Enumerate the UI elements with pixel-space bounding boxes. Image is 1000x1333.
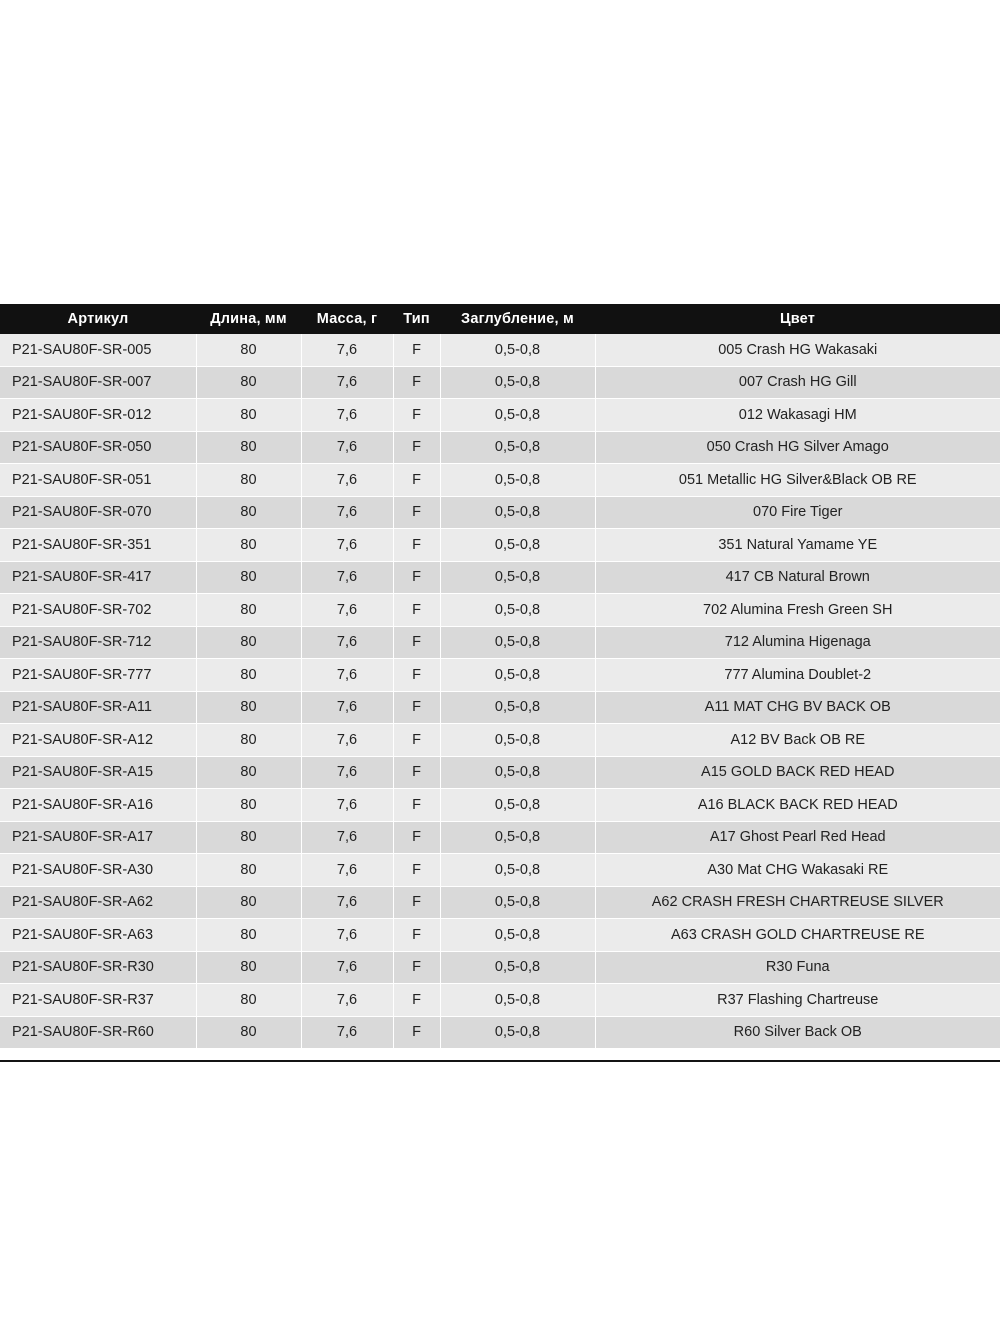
cell-color: 351 Natural Yamame YE bbox=[595, 529, 1000, 562]
cell-mass: 7,6 bbox=[301, 951, 393, 984]
column-header-color: Цвет bbox=[595, 304, 1000, 334]
cell-depth: 0,5-0,8 bbox=[440, 756, 595, 789]
cell-length: 80 bbox=[196, 724, 301, 757]
table-header-row bbox=[0, 304, 1000, 334]
cell-color: 070 Fire Tiger bbox=[595, 496, 1000, 529]
cell-type: F bbox=[393, 1016, 440, 1049]
cell-article: P21-SAU80F-SR-777 bbox=[0, 659, 196, 692]
table-row bbox=[0, 464, 1000, 497]
cell-depth: 0,5-0,8 bbox=[440, 821, 595, 854]
cell-depth: 0,5-0,8 bbox=[440, 789, 595, 822]
table-row bbox=[0, 789, 1000, 822]
table-row bbox=[0, 399, 1000, 432]
cell-type: F bbox=[393, 496, 440, 529]
cell-type: F bbox=[393, 561, 440, 594]
table-body bbox=[0, 334, 1000, 1049]
cell-depth: 0,5-0,8 bbox=[440, 919, 595, 952]
spec-table-container bbox=[0, 304, 1000, 1049]
cell-color: A16 BLACK BACK RED HEAD bbox=[595, 789, 1000, 822]
cell-type: F bbox=[393, 626, 440, 659]
cell-color: 007 Crash HG Gill bbox=[595, 366, 1000, 399]
cell-length: 80 bbox=[196, 399, 301, 432]
cell-article: P21-SAU80F-SR-012 bbox=[0, 399, 196, 432]
cell-article: P21-SAU80F-SR-A16 bbox=[0, 789, 196, 822]
table-row bbox=[0, 561, 1000, 594]
table-row bbox=[0, 594, 1000, 627]
cell-depth: 0,5-0,8 bbox=[440, 431, 595, 464]
cell-length: 80 bbox=[196, 854, 301, 887]
cell-depth: 0,5-0,8 bbox=[440, 951, 595, 984]
cell-type: F bbox=[393, 431, 440, 464]
cell-length: 80 bbox=[196, 886, 301, 919]
cell-type: F bbox=[393, 756, 440, 789]
cell-color: 051 Metallic HG Silver&Black OB RE bbox=[595, 464, 1000, 497]
table-row bbox=[0, 951, 1000, 984]
cell-color: 012 Wakasagi HM bbox=[595, 399, 1000, 432]
cell-article: P21-SAU80F-SR-A17 bbox=[0, 821, 196, 854]
cell-mass: 7,6 bbox=[301, 984, 393, 1017]
cell-color: A11 MAT CHG BV BACK OB bbox=[595, 691, 1000, 724]
cell-type: F bbox=[393, 951, 440, 984]
cell-mass: 7,6 bbox=[301, 691, 393, 724]
cell-mass: 7,6 bbox=[301, 561, 393, 594]
cell-depth: 0,5-0,8 bbox=[440, 366, 595, 399]
cell-mass: 7,6 bbox=[301, 529, 393, 562]
table-row bbox=[0, 984, 1000, 1017]
cell-color: 702 Alumina Fresh Green SH bbox=[595, 594, 1000, 627]
table-row bbox=[0, 334, 1000, 366]
cell-type: F bbox=[393, 691, 440, 724]
table-row bbox=[0, 659, 1000, 692]
cell-depth: 0,5-0,8 bbox=[440, 334, 595, 366]
cell-mass: 7,6 bbox=[301, 594, 393, 627]
cell-mass: 7,6 bbox=[301, 756, 393, 789]
cell-article: P21-SAU80F-SR-007 bbox=[0, 366, 196, 399]
cell-article: P21-SAU80F-SR-A63 bbox=[0, 919, 196, 952]
cell-length: 80 bbox=[196, 691, 301, 724]
cell-mass: 7,6 bbox=[301, 496, 393, 529]
table-row bbox=[0, 854, 1000, 887]
cell-color: R30 Funa bbox=[595, 951, 1000, 984]
table-row bbox=[0, 756, 1000, 789]
cell-type: F bbox=[393, 659, 440, 692]
table-header bbox=[0, 304, 1000, 334]
table-row bbox=[0, 366, 1000, 399]
cell-article: P21-SAU80F-SR-R37 bbox=[0, 984, 196, 1017]
cell-article: P21-SAU80F-SR-A30 bbox=[0, 854, 196, 887]
table-row bbox=[0, 691, 1000, 724]
cell-type: F bbox=[393, 724, 440, 757]
table-row bbox=[0, 886, 1000, 919]
cell-color: A62 CRASH FRESH CHARTREUSE SILVER bbox=[595, 886, 1000, 919]
cell-mass: 7,6 bbox=[301, 399, 393, 432]
cell-depth: 0,5-0,8 bbox=[440, 529, 595, 562]
cell-mass: 7,6 bbox=[301, 1016, 393, 1049]
cell-depth: 0,5-0,8 bbox=[440, 626, 595, 659]
cell-depth: 0,5-0,8 bbox=[440, 886, 595, 919]
cell-type: F bbox=[393, 854, 440, 887]
cell-mass: 7,6 bbox=[301, 854, 393, 887]
cell-type: F bbox=[393, 789, 440, 822]
cell-article: P21-SAU80F-SR-R30 bbox=[0, 951, 196, 984]
cell-depth: 0,5-0,8 bbox=[440, 724, 595, 757]
cell-color: A30 Mat CHG Wakasaki RE bbox=[595, 854, 1000, 887]
cell-mass: 7,6 bbox=[301, 334, 393, 366]
cell-article: P21-SAU80F-SR-417 bbox=[0, 561, 196, 594]
cell-color: A15 GOLD BACK RED HEAD bbox=[595, 756, 1000, 789]
cell-mass: 7,6 bbox=[301, 626, 393, 659]
cell-length: 80 bbox=[196, 334, 301, 366]
cell-article: P21-SAU80F-SR-070 bbox=[0, 496, 196, 529]
cell-color: A63 CRASH GOLD CHARTREUSE RE bbox=[595, 919, 1000, 952]
table-row bbox=[0, 626, 1000, 659]
cell-color: A17 Ghost Pearl Red Head bbox=[595, 821, 1000, 854]
cell-article: P21-SAU80F-SR-702 bbox=[0, 594, 196, 627]
cell-color: 777 Alumina Doublet-2 bbox=[595, 659, 1000, 692]
cell-article: P21-SAU80F-SR-050 bbox=[0, 431, 196, 464]
cell-length: 80 bbox=[196, 821, 301, 854]
cell-length: 80 bbox=[196, 984, 301, 1017]
table-bottom-divider bbox=[0, 1060, 1000, 1062]
table-row bbox=[0, 496, 1000, 529]
column-header-length: Длина, мм bbox=[196, 304, 301, 334]
cell-article: P21-SAU80F-SR-712 bbox=[0, 626, 196, 659]
cell-length: 80 bbox=[196, 529, 301, 562]
cell-color: A12 BV Back OB RE bbox=[595, 724, 1000, 757]
cell-article: P21-SAU80F-SR-051 bbox=[0, 464, 196, 497]
cell-depth: 0,5-0,8 bbox=[440, 659, 595, 692]
cell-length: 80 bbox=[196, 626, 301, 659]
cell-length: 80 bbox=[196, 594, 301, 627]
cell-color: R37 Flashing Chartreuse bbox=[595, 984, 1000, 1017]
table-row bbox=[0, 821, 1000, 854]
cell-length: 80 bbox=[196, 496, 301, 529]
cell-mass: 7,6 bbox=[301, 886, 393, 919]
cell-mass: 7,6 bbox=[301, 919, 393, 952]
cell-mass: 7,6 bbox=[301, 821, 393, 854]
cell-depth: 0,5-0,8 bbox=[440, 464, 595, 497]
cell-length: 80 bbox=[196, 951, 301, 984]
column-header-type: Тип bbox=[393, 304, 440, 334]
cell-color: 005 Crash HG Wakasaki bbox=[595, 334, 1000, 366]
cell-color: 050 Crash HG Silver Amago bbox=[595, 431, 1000, 464]
cell-depth: 0,5-0,8 bbox=[440, 1016, 595, 1049]
cell-length: 80 bbox=[196, 366, 301, 399]
cell-color: 417 CB Natural Brown bbox=[595, 561, 1000, 594]
cell-type: F bbox=[393, 366, 440, 399]
table-row bbox=[0, 919, 1000, 952]
cell-type: F bbox=[393, 464, 440, 497]
cell-article: P21-SAU80F-SR-A62 bbox=[0, 886, 196, 919]
cell-mass: 7,6 bbox=[301, 366, 393, 399]
cell-depth: 0,5-0,8 bbox=[440, 561, 595, 594]
cell-length: 80 bbox=[196, 561, 301, 594]
cell-article: P21-SAU80F-SR-A12 bbox=[0, 724, 196, 757]
cell-color: 712 Alumina Higenaga bbox=[595, 626, 1000, 659]
column-header-depth: Заглубление, м bbox=[440, 304, 595, 334]
cell-article: P21-SAU80F-SR-005 bbox=[0, 334, 196, 366]
cell-length: 80 bbox=[196, 659, 301, 692]
cell-article: P21-SAU80F-SR-A15 bbox=[0, 756, 196, 789]
cell-type: F bbox=[393, 984, 440, 1017]
cell-depth: 0,5-0,8 bbox=[440, 984, 595, 1017]
cell-depth: 0,5-0,8 bbox=[440, 496, 595, 529]
cell-type: F bbox=[393, 594, 440, 627]
cell-depth: 0,5-0,8 bbox=[440, 594, 595, 627]
cell-length: 80 bbox=[196, 464, 301, 497]
cell-length: 80 bbox=[196, 1016, 301, 1049]
column-header-mass: Масса, г bbox=[301, 304, 393, 334]
cell-type: F bbox=[393, 529, 440, 562]
cell-type: F bbox=[393, 399, 440, 432]
table-row bbox=[0, 529, 1000, 562]
cell-length: 80 bbox=[196, 431, 301, 464]
cell-length: 80 bbox=[196, 919, 301, 952]
cell-type: F bbox=[393, 821, 440, 854]
table-row bbox=[0, 724, 1000, 757]
cell-article: P21-SAU80F-SR-A11 bbox=[0, 691, 196, 724]
cell-depth: 0,5-0,8 bbox=[440, 691, 595, 724]
table-row bbox=[0, 431, 1000, 464]
cell-mass: 7,6 bbox=[301, 431, 393, 464]
cell-article: P21-SAU80F-SR-351 bbox=[0, 529, 196, 562]
cell-depth: 0,5-0,8 bbox=[440, 854, 595, 887]
cell-mass: 7,6 bbox=[301, 724, 393, 757]
cell-mass: 7,6 bbox=[301, 464, 393, 497]
cell-article: P21-SAU80F-SR-R60 bbox=[0, 1016, 196, 1049]
table-row bbox=[0, 1016, 1000, 1049]
product-specification-table bbox=[0, 304, 1000, 1049]
column-header-article: Артикул bbox=[0, 304, 196, 334]
cell-mass: 7,6 bbox=[301, 789, 393, 822]
cell-mass: 7,6 bbox=[301, 659, 393, 692]
cell-type: F bbox=[393, 919, 440, 952]
cell-type: F bbox=[393, 886, 440, 919]
cell-length: 80 bbox=[196, 789, 301, 822]
cell-type: F bbox=[393, 334, 440, 366]
cell-depth: 0,5-0,8 bbox=[440, 399, 595, 432]
cell-color: R60 Silver Back OB bbox=[595, 1016, 1000, 1049]
cell-length: 80 bbox=[196, 756, 301, 789]
